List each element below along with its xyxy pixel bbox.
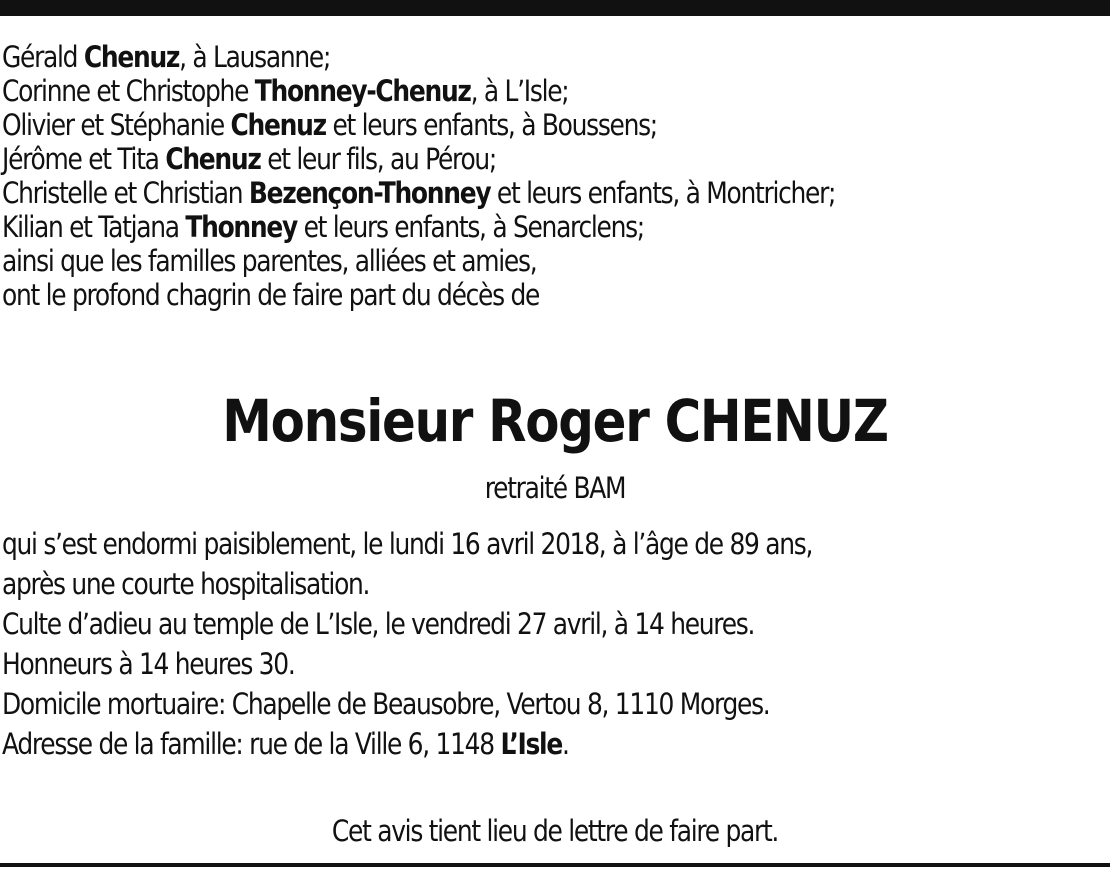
detail-line: Domicile mortuaire: Chapelle de Beausobre, Vertou 8, 1110 Morges. xyxy=(2,687,770,721)
family-line: ainsi que les familles parentes, alliées et amies, xyxy=(2,244,537,278)
details-block xyxy=(2,524,1108,764)
family-list xyxy=(2,40,1108,312)
top-rule xyxy=(0,0,1110,16)
family-name: Chenuz xyxy=(165,142,261,176)
family-line: Gérald Chenuz, à Lausanne; xyxy=(2,40,331,74)
family-name: Chenuz xyxy=(83,40,180,74)
family-line: ont le profond chagrin de faire part du décès de xyxy=(2,278,540,312)
family-line: Christelle et Christian Bezençon-Thonney et leurs enfants, à Montricher; xyxy=(2,176,836,210)
detail-line: Adresse de la famille: rue de la Ville 6, 1148 L’Isle. xyxy=(2,727,569,761)
detail-line: Honneurs à 14 heures 30. xyxy=(2,647,295,681)
family-name: Bezençon-Thonney xyxy=(248,176,491,210)
detail-line: Culte d’adieu au temple de L’Isle, le vendredi 27 avril, à 14 heures. xyxy=(2,607,755,641)
family-line: Corinne et Christophe Thonney-Chenuz, à L’Isle; xyxy=(2,74,569,108)
family-city: L’Isle xyxy=(500,727,562,761)
detail-line: qui s’est endormi paisiblement, le lundi 16 avril 2018, à l’âge de 89 ans, xyxy=(2,527,813,561)
detail-line: après une courte hospitalisation. xyxy=(2,567,370,601)
family-name: Thonney xyxy=(185,210,297,244)
deceased-name: Monsieur Roger CHENUZ xyxy=(222,387,888,455)
deceased-title: retraité BAM xyxy=(484,471,626,505)
closing-note: Cet avis tient lieu de lettre de faire part. xyxy=(331,814,779,848)
family-name: Thonney-Chenuz xyxy=(254,74,471,108)
family-line: Kilian et Tatjana Thonney et leurs enfants, à Senarclens; xyxy=(2,210,644,244)
family-line: Olivier et Stéphanie Chenuz et leurs enfants, à Boussens; xyxy=(2,108,657,142)
bottom-rule xyxy=(0,863,1110,867)
family-name: Chenuz xyxy=(230,108,326,142)
family-line: Jérôme et Tita Chenuz et leur fils, au Pérou; xyxy=(2,142,497,176)
